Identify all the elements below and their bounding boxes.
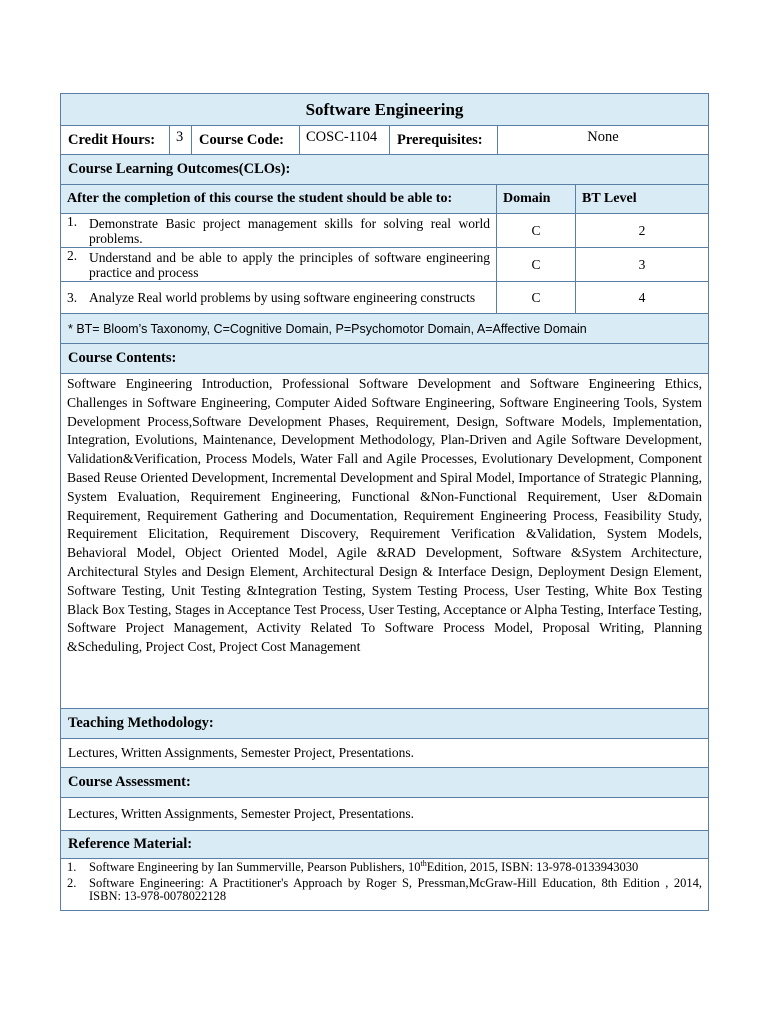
credit-hours-value: 3 xyxy=(169,126,191,154)
bt-note: * BT= Bloom’s Taxonomy, C=Cognitive Domain, P=Psychomotor Domain, A=Affective Domain xyxy=(61,313,708,343)
clo-domain: C xyxy=(496,248,575,281)
reference-item xyxy=(67,858,702,874)
clo-row xyxy=(61,247,708,281)
course-title-row xyxy=(61,94,708,125)
clo-bt-level: 2 xyxy=(575,214,708,247)
reference-text: Software Engineering: A Practitioner's Approach by Roger S, Pressman,McGraw-Hill Education, 8th Edition , 2014, ISBN: 13-978-0078022128 xyxy=(89,876,702,903)
clo-bt-level: 3 xyxy=(575,248,708,281)
reference-material-heading: Reference Material: xyxy=(61,830,708,858)
teaching-methodology-text: Lectures, Written Assignments, Semester Project, Presentations. xyxy=(61,738,708,767)
clo-domain: C xyxy=(496,282,575,313)
course-outline-table xyxy=(60,93,709,911)
reference-number: 1. xyxy=(67,860,77,874)
course-assessment-text: Lectures, Written Assignments, Semester Project, Presentations. xyxy=(61,797,708,830)
clo-number: 2. xyxy=(67,248,78,263)
clo-bt-level-header: BT Level xyxy=(575,185,708,213)
reference-item xyxy=(67,877,702,903)
reference-list xyxy=(61,858,708,910)
credit-info-row xyxy=(61,125,708,154)
prerequisites-value: None xyxy=(497,126,708,154)
clo-domain: C xyxy=(496,214,575,247)
clo-domain-header: Domain xyxy=(496,185,575,213)
clo-text: Demonstrate Basic project management skills for solving real world problems. xyxy=(89,215,490,246)
course-contents-heading: Course Contents: xyxy=(61,343,708,373)
clo-row xyxy=(61,213,708,247)
clo-row xyxy=(61,281,708,313)
clo-text: Analyze Real world problems by using software engineering constructs xyxy=(89,290,476,305)
clo-bt-level: 4 xyxy=(575,282,708,313)
clo-heading: Course Learning Outcomes(CLOs): xyxy=(61,154,708,184)
reference-superscript: th xyxy=(420,858,427,868)
teaching-methodology-heading: Teaching Methodology: xyxy=(61,708,708,738)
clo-table-header xyxy=(61,184,708,213)
clo-statement-header: After the completion of this course the student should be able to: xyxy=(67,191,453,206)
course-title: Software Engineering xyxy=(305,99,464,119)
prerequisites-label: Prerequisites: xyxy=(389,126,497,154)
reference-number: 2. xyxy=(67,876,77,890)
reference-text: Software Engineering by Ian Summerville, Pearson Publishers, 10 xyxy=(89,860,421,874)
clo-number: 3. xyxy=(67,290,78,305)
course-code-value: COSC-1104 xyxy=(299,126,389,154)
reference-text-end: Edition, 2015, ISBN: 13-978-0133943030 xyxy=(426,860,639,874)
clo-number: 1. xyxy=(67,214,78,229)
course-code-label: Course Code: xyxy=(191,126,299,154)
clo-text: Understand and be able to apply the principles of software engineering practice and process xyxy=(89,249,490,280)
course-assessment-heading: Course Assessment: xyxy=(61,767,708,797)
credit-hours-label: Credit Hours: xyxy=(68,131,156,148)
course-contents-text: Software Engineering Introduction, Professional Software Development and Software Engineering Ethics, Challenges in Software Engineering, Computer Aided Software Engineering, Software Engineering Tools, System Development Process,Software Development Phases, Requirement, Design, Software Models, Implementation, Integration, Evolutions, Maintenance, Development Methodology, Plan-Driven and Agile Software Development, Validation&Verification, Process Models, Water Fall and Agile Processes, Evolutionary Development, Component Based Reuse Oriented Development, Incremental Development and Spiral Model, Importance of Strategic Planning, System Evaluation, Requirement Engineering, Functional &Non-Functional Requirement, User &Domain Requirement, Requirement Gathering and Documentation, Requirement Engineering Process, Feasibility Study, Requirement Elicitation, Requirement Discovery, Requirement Verification &Validation, System Models, Behavioral Model, Object Oriented Model, Agile &RAD Development, Software &System Architecture, Architectural Styles and Design Element, Architectural Design & Interface Design, Deployment Design Element, Software Testing, Unit Testing &Integration Testing, System Testing Process, User Testing, White Box Testing Black Box Testing, Stages in Acceptance Test Process, User Testing, Acceptance or Alpha Testing, Interface Testing, Software Project Management, Activity Related To Software Process Model, Proposal Writing, Planning &Scheduling, Project Cost, Project Cost Management xyxy=(61,373,708,708)
